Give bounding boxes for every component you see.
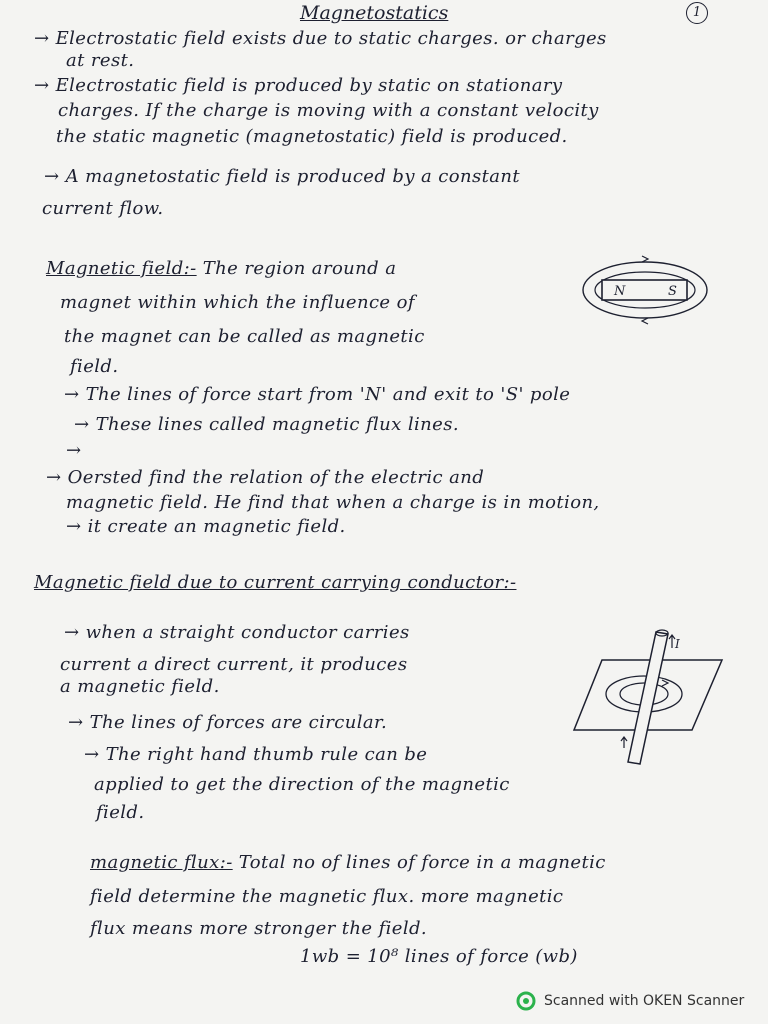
scanner-credit: Scanned with OKEN Scanner (544, 993, 745, 1009)
note-line: → it create an magnetic field. (66, 516, 346, 537)
conductor-wire (628, 632, 668, 764)
note-line: magnetic flux:- Total no of lines of force in a magnetic (90, 852, 606, 873)
note-line: current a direct current, it produces (60, 654, 408, 675)
note-line: current flow. (42, 198, 164, 219)
current-label: I (675, 637, 680, 651)
conductor-diagram (572, 628, 732, 768)
note-line: charges. If the charge is moving with a constant velocity (58, 100, 599, 121)
note-line: field. (70, 356, 119, 377)
note-line: → Electrostatic field exists due to static charges. or charges (34, 28, 607, 49)
magnet-south-label: S (668, 284, 677, 299)
arrow-icon (642, 318, 648, 324)
note-line: → The lines of force start from 'N' and exit to 'S' pole (64, 384, 571, 405)
section-heading: Magnetic field:- (46, 258, 197, 279)
note-line: 1wb = 10⁸ lines of force (wb) (300, 946, 578, 967)
note-line: → The right hand thumb rule can be (84, 744, 428, 765)
note-line: field determine the magnetic flux. more magnetic (90, 886, 564, 907)
note-line: applied to get the direction of the magnetic (94, 774, 510, 795)
note-line: → (66, 440, 82, 461)
note-line: → The lines of forces are circular. (68, 712, 388, 733)
oken-logo-icon (516, 991, 536, 1011)
note-line: → when a straight conductor carries (64, 622, 410, 643)
section-heading: magnetic flux:- (90, 852, 233, 873)
section-heading: Magnetic field due to current carrying conductor:- (34, 572, 517, 593)
note-line: flux means more stronger the field. (90, 918, 428, 939)
note-line: at rest. (66, 50, 135, 71)
page-number: 1 (686, 2, 708, 24)
note-line: → A magnetostatic field is produced by a constant (44, 166, 521, 187)
arrow-icon (662, 680, 668, 686)
note-line: the static magnetic (magnetostatic) field is produced. (56, 126, 568, 147)
note-line: → Electrostatic field is produced by static on stationary (34, 75, 563, 96)
scanner-footer (516, 990, 744, 1012)
note-line: → These lines called magnetic flux lines. (74, 414, 459, 435)
note-line: → Oersted find the relation of the electric and (46, 467, 485, 488)
page-title: Magnetostatics (300, 2, 449, 24)
note-line: field. (96, 802, 145, 823)
arrow-icon (642, 256, 648, 262)
note-line: magnet within which the influence of (60, 292, 415, 313)
note-line: a magnetic field. (60, 676, 220, 697)
magnet-north-label: N (614, 284, 626, 299)
bar-magnet-diagram (580, 250, 720, 330)
arrow-icon (621, 737, 627, 748)
note-line: magnetic field. He find that when a charge is in motion, (66, 492, 600, 513)
note-line: the magnet can be called as magnetic (64, 326, 425, 347)
note-line: Magnetic field:- The region around a (46, 258, 397, 279)
